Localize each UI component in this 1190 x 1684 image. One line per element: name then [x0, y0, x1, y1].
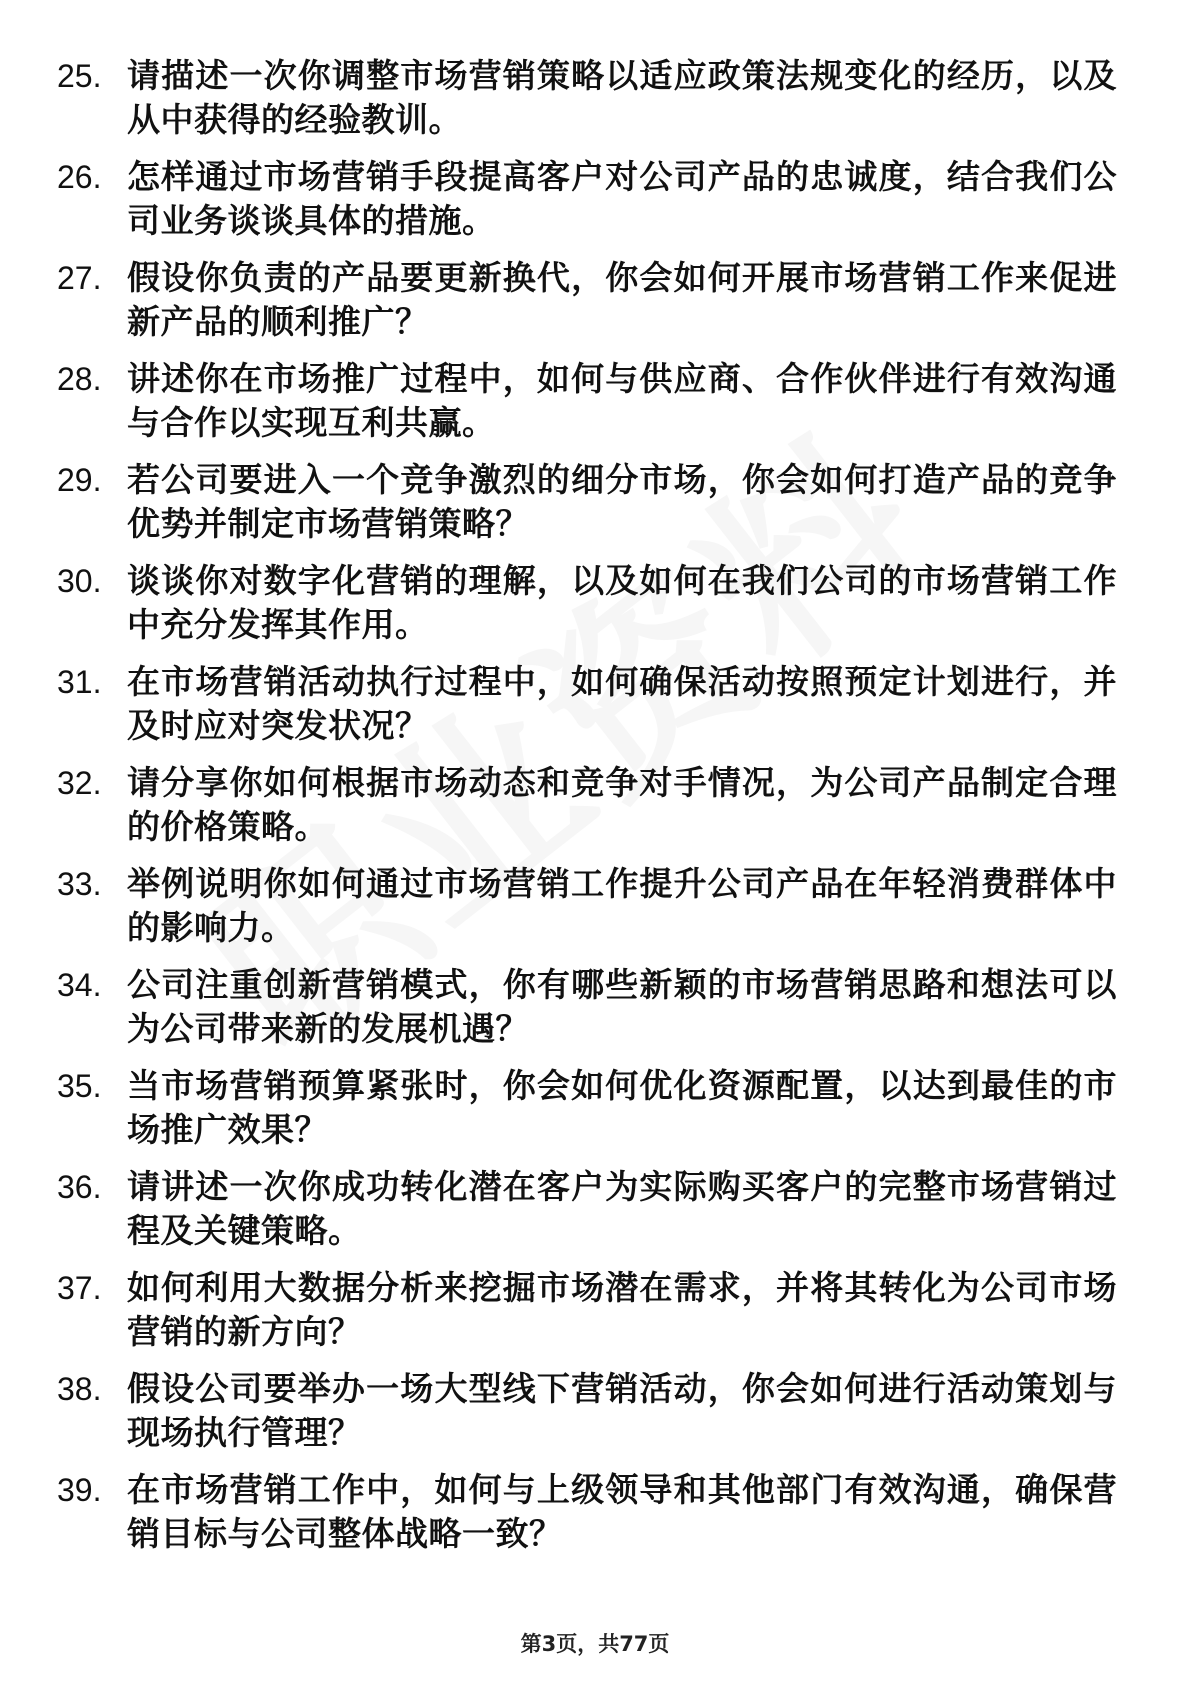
question-number: 32. — [57, 765, 102, 801]
question-item — [57, 1468, 1117, 1556]
question-number: 39. — [57, 1472, 102, 1508]
question-number: 31. — [57, 664, 102, 700]
question-text: 当市场营销预算紧张时，你会如何优化资源配置，以达到最佳的市场推广效果？ — [127, 1066, 1117, 1149]
question-item — [57, 660, 1117, 748]
question-text: 如何利用大数据分析来挖掘市场潜在需求，并将其转化为公司市场营销的新方向？ — [127, 1268, 1117, 1351]
question-number: 35. — [57, 1068, 102, 1104]
question-number: 25. — [57, 58, 102, 94]
page-footer: 第3页，共77页 — [520, 1632, 670, 1656]
question-text: 举例说明你如何通过市场营销工作提升公司产品在年轻消费群体中的影响力。 — [127, 864, 1117, 947]
question-item — [57, 155, 1117, 243]
question-item — [57, 862, 1117, 950]
question-number: 30. — [57, 563, 102, 599]
question-item — [57, 357, 1117, 445]
question-text: 假设你负责的产品要更新换代，你会如何开展市场营销工作来促进新产品的顺利推广？ — [127, 258, 1117, 341]
question-text: 请描述一次你调整市场营销策略以适应政策法规变化的经历，以及从中获得的经验教训。 — [127, 56, 1117, 139]
question-number: 29. — [57, 462, 102, 498]
question-text: 请分享你如何根据市场动态和竞争对手情况，为公司产品制定合理的价格策略。 — [127, 763, 1117, 846]
question-item — [57, 1165, 1117, 1253]
question-number: 33. — [57, 866, 102, 902]
question-item — [57, 559, 1117, 647]
question-item — [57, 458, 1117, 546]
question-list — [57, 54, 1117, 1569]
question-item — [57, 761, 1117, 849]
question-text: 公司注重创新营销模式，你有哪些新颖的市场营销思路和想法可以为公司带来新的发展机遇？ — [127, 965, 1117, 1048]
question-item — [57, 256, 1117, 344]
question-number: 26. — [57, 159, 102, 195]
question-number: 36. — [57, 1169, 102, 1205]
question-item — [57, 1266, 1117, 1354]
question-text: 假设公司要举办一场大型线下营销活动，你会如何进行活动策划与现场执行管理？ — [127, 1369, 1117, 1452]
question-number: 27. — [57, 260, 102, 296]
question-number: 37. — [57, 1270, 102, 1306]
question-text: 在市场营销工作中，如何与上级领导和其他部门有效沟通，确保营销目标与公司整体战略一致？ — [127, 1470, 1117, 1553]
question-text: 谈谈你对数字化营销的理解，以及如何在我们公司的市场营销工作中充分发挥其作用。 — [127, 561, 1117, 644]
question-number: 28. — [57, 361, 102, 397]
question-text: 怎样通过市场营销手段提高客户对公司产品的忠诚度，结合我们公司业务谈谈具体的措施。 — [127, 157, 1117, 240]
question-text: 请讲述一次你成功转化潜在客户为实际购买客户的完整市场营销过程及关键策略。 — [127, 1167, 1117, 1250]
question-number: 34. — [57, 967, 102, 1003]
question-item — [57, 1064, 1117, 1152]
question-text: 在市场营销活动执行过程中，如何确保活动按照预定计划进行，并及时应对突发状况？ — [127, 662, 1117, 745]
question-item — [57, 54, 1117, 142]
question-number: 38. — [57, 1371, 102, 1407]
question-item — [57, 1367, 1117, 1455]
question-item — [57, 963, 1117, 1051]
question-text: 若公司要进入一个竞争激烈的细分市场，你会如何打造产品的竞争优势并制定市场营销策略？ — [127, 460, 1117, 543]
question-text: 讲述你在市场推广过程中，如何与供应商、合作伙伴进行有效沟通与合作以实现互利共赢。 — [127, 359, 1117, 442]
